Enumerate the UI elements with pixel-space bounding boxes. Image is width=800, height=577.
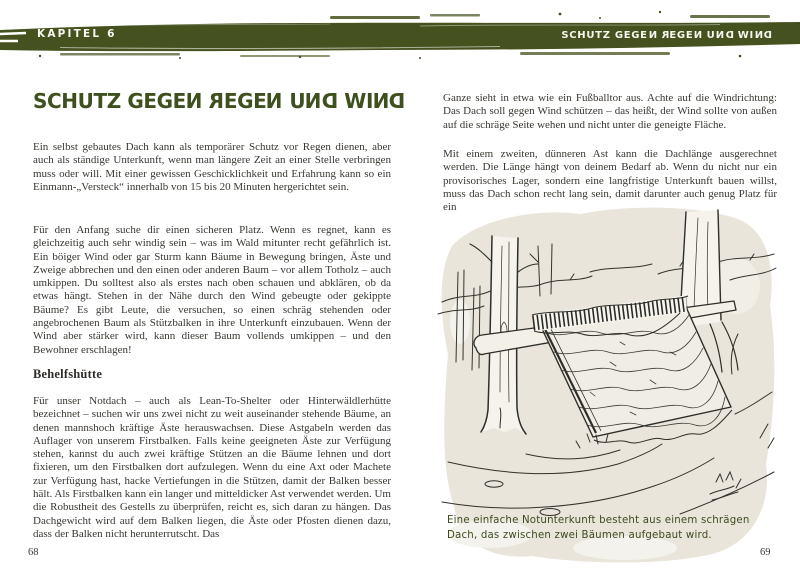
page-title: SCHUTZ GEGEN REGEN UND WIND (33, 89, 406, 113)
body-paragraph: Ein selbst gebautes Dach kann als temporärer Schutz vor Regen dienen, aber auch als ständige Unterkunft, wenn man längere Zeit an einer Stelle verbringen muss oder will. Mit einer gewissen Geschicklichkeit und Erfahrung kann so ein Einmann-„Versteck“ innerhalb von 15 bis 20 Minuten hergerichtet sein. (33, 141, 391, 193)
body-paragraph: Für den Anfang suche dir einen sicheren Platz. Wenn es regnet, kann es gleichzeitig auch sehr windig sein – was im Wald mitunter recht gefährlich ist. Ein böiger Wind oder gar Sturm kann Bäume in Bewegung bringen, Äste und Zweige abbrechen und den einen oder anderen Baum – vor allem Totholz – auch umkippen. Du solltest also als erstes nach oben schauen und abklären, ob da etwas hängt. Stehen in der Nähe durch den Wind gebeugte oder gekippte Bäume? Es gibt Leute, die versuchen, so einen schräg stehenden oder angebrochenen Baum als Stützbalken in ihre Unterkunft einzubauen. Wenn der Wind aber stärker wird, kann dieser Baum vollends umkippen – und den Bewohner erschlagen! (33, 224, 391, 356)
running-title: SCHUTZ GEGEN REGEN UND WIND (561, 30, 772, 41)
body-paragraph: Für unser Notdach – auch als Lean-To-Shelter oder Hinterwäldlerhütte bezeichnet – suchen wir uns zwei nicht zu weit auseinander stehende Bäume, an denen mannshoch kräftige Äste herauswachsen. Diese Astgabeln werden das Auflager von unserem Firstbalken. Falls keine geeigneten Äste zur Verfügung stehen, kannst du auch zwei kräftige Stützen an die Bäume lehnen und dort fixieren, um den Firstbalken dort aufzulegen. Wenn du eine Axt oder Machete zur Verfügung hast, hacke Vertiefungen in die Stützen, damit der Balken besser hält. Als Firstbalken kann ein langer und mitteldicker Ast verwendet werden. Um die Robustheit des Gestells zu überprüfen, reicht es, sich daran zu hängen. Das Dachgewicht wird auf dem Balken liegen, die Äste oder Pfosten dienen dazu, dass der Balken nicht herunterrutscht. Das (33, 395, 391, 540)
illustration-caption: Eine einfache Notunterkunft besteht aus einem schrägen Dach, das zwischen zwei Bäumen aufgebaut wird. (447, 515, 750, 541)
body-paragraph: Mit einem zweiten, dünneren Ast kann die Dachlänge ausgerechnet werden. Die Länge hängt von deinem Bedarf ab. Wenn du nicht nur ein provisorisches Lager, sondern eine langfristige Unterkunft bauen willst, muss das Dach schon recht lang sein, damit darunter auch genug Platz für ein (443, 148, 777, 214)
section-heading: Behelfshütte (33, 367, 103, 381)
body-paragraph: Ganze sieht in etwa wie ein Fußballtor aus. Achte auf die Windrichtung: Das Dach soll gegen Wind schützen – das heißt, der Wind sollte von außen auf die schräge Seite wehen und nicht unter die geneigte Fläche. (443, 92, 777, 131)
page-number-left: 68 (28, 547, 39, 558)
page-number-right: 69 (760, 547, 771, 558)
chapter-label: KAPITEL 6 (37, 28, 117, 40)
